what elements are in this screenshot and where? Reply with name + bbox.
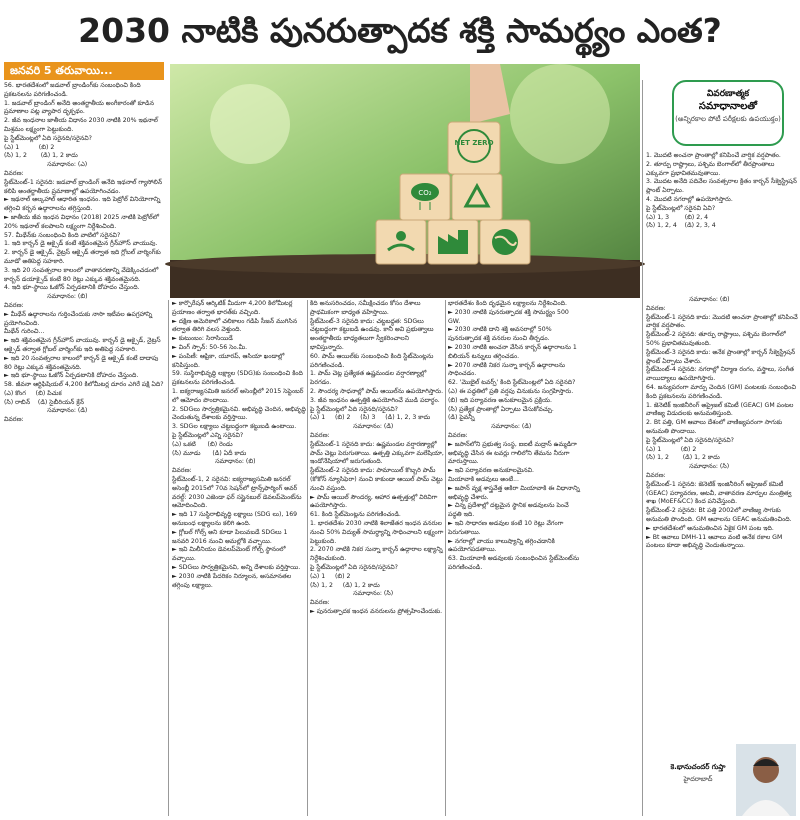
svg-text:NET ZERO: NET ZERO (454, 139, 494, 147)
section-tag: జనవరి 5 తరువాయి... (4, 62, 164, 80)
author-name: కె.భానుచందర్ గుప్తా (670, 763, 726, 771)
column-divider (642, 80, 643, 816)
column-divider (445, 300, 446, 816)
headline: 2030 నాటికి పునరుత్పాదక శక్తి సామర్థ్యం ఎంత? (78, 11, 722, 50)
column-divider (168, 300, 169, 816)
column-4-text: భారతదేశం కింది దృఢమైన లక్ష్యాలను నిర్దేశించింది. ► 2030 నాటికి పునరుత్పాదక శక్తి సామర్థ్యం 500 GW. ► 2030 నాటికి దాని శక్తి అవసరాల్లో 50% పునరుత్పాదక శక్తి వనరుల నుంచి తీర్చడం. ► 2030 నాటికి అంచనా వేసిన కార్బన్ ఉద్గారాలను 1 బిలియన్ టన్నులు తగ్గించడం. ► 2070 నాటికి నికర సున్నా కార్బన్ ఉద్గారాలను సాధించడం. 62. 'మొబైల్ టవర్స్' కింది స్టేట్‌మెంట్లలో ఏది సరైనది? (ఎ) ఈ పద్ధతిలో ప్రతి వర్షపు చినుకును సంగ్రహిస్తారు. (బి) ఇది పర్యావరణ అనుకూలమైన ప్రక్రియ. (సి) ప్రత్యేక ప్రాంతాల్లో ఏర్పాటు చేసుకోవచ్చు. (డి) పైవన్నీ సమాధానం: (డి) వివరణ: ► జపాన్‌లోని ప్రభుత్వ సంస్థ, ఐఐటీ మద్రాస్ ఉమ్మడిగా అభివృద్ధి చేసిన ఈ టవర్లు గాలిలోని తేమను నీరుగా మారుస్తాయి. ► ఇవి పర్యావరణ అనుకూలమైనవి. మియావాకి అడవులు అంటే... ► జపాన్ వృక్ష శాస్త్రవేత్త అకిరా మియావాకి ఈ విధానాన్ని అభివృద్ధి చేశారు. ► చిన్న ప్రదేశాల్లో దట్టమైన స్థానిక అడవులను పెంచే పద్ధతి ఇది. ► ఇవి సాధారణ అడవుల కంటే 10 రెట్లు వేగంగా పెరుగుతాయి. ► నగరాల్లో వాయు కాలుష్యాన్ని తగ్గించడానికి ఉపయోగపడతాయి. 63. మియావాకి అడవులకు సంబంధించిన స్టేట్‌మెంట్‌ను పరిగణించండి. (448, 300, 580, 571)
net-zero-photo (170, 64, 640, 298)
column-2-text: ► కార్పొరేషన్ ఆర్కిటిక్ మీదుగా 4,200 కిలోమీటర్ల ప్రయాణం తర్వాత భారత్‌కు వచ్చింది. ► దక్షిణ అమెరికాలో చలికాలం గడిపి సీజన్ ముగిసిన తర్వాత తిరిగి వలస వెళ్తుంది. ► కుటుంబం: సిరాసియిడే ► వింగ్ స్పాన్: 50-56 సెం.మీ. ► పంపిణీ: ఆఫ్రికా, యూరప్, ఆసియా ఖండాల్లో కనిపిస్తుంది. 59. సుస్థిరాభివృద్ధి లక్ష్యాల (SDG)కు సంబంధించి కింది ప్రకటనలను పరిగణించండి. 1. ఐక్యరాజ్యసమితి జనరల్ అసెంబ్లీలో 2015 సెప్టెంబర్ లో ఆమోదం పొందాయి. 2. SDGలు సార్వత్రికమైనవి. అభివృద్ధి చెందిన, అభివృద్ధి చెందుతున్న దేశాలకు వర్తిస్తాయి. 3. SDGల లక్ష్యాలు చట్టబద్ధంగా కట్టుబడి ఉంటాయి. పై స్టేట్‌మెంట్లలో ఎన్ని సరైనవి? (ఎ) ఒకటి (బి) రెండు (సి) మూడు (డి) ఏదీ కాదు సమాధానం: (బి) వివరణ: స్టేట్‌మెంట్-1, 2 సరైనవి: ఐక్యరాజ్యసమితి జనరల్ అసెంబ్లీ 2015లో 70వ సెషన్‌లో ట్రాన్స్‌ఫార్మింగ్ అవర్ వరల్డ్: 2030 ఎజెండా ఫర్ సస్టైనబుల్ డెవలప్‌మెంట్‌ను ఆమోదించింది. ► ఇది 17 సుస్థిరాభివృద్ధి లక్ష్యాలు (SDG లు), 169 అనుబంధ లక్ష్యాలను కలిగి ఉంది. ► గ్లోబల్ గోల్స్ అని కూడా పిలువబడే SDGలు 1 జనవరి 2016 నుంచి అమల్లోకి వచ్చాయి. ► ఇవి మిలీనియం డెవలప్‌మెంట్ గోల్స్ స్థానంలో వచ్చాయి. ► SDGలు సార్వత్రికమైనవి, అన్ని దేశాలకు వర్తిస్తాయి. ► 2030 నాటికి పేదరికం నిర్మూలన, అసమానతల తగ్గింపు లక్ష్యాలు. (172, 300, 306, 589)
explanatory-badge (672, 80, 784, 146)
author-place: హైదరాబాద్ (683, 775, 713, 783)
badge-line2: సమాధానాలతో (698, 101, 758, 112)
column-7-text: సమాధానం: (బి) వివరణ: స్టేట్‌మెంట్-1 సరైనది కాదు: మొదటి అంచనా ప్రాంతాల్లో కనిపించే వార్షిక వర్షపాతం. స్టేట్‌మెంట్-2 సరైనది: తూర్పు రాష్ట్రాలు, పశ్చిమ బెంగాల్‌లో 50% ప్రభావితమవుతుంది. స్టేట్‌మెంట్-3 సరైనది కాదు: అనేక ప్రాంతాల్లో కార్బన్ సీక్వెస్ట్రేషన్ ప్లాంట్ ఏర్పాటు చేశారు. స్టేట్‌మెంట్-4 సరైనది: నగరాల్లో నిర్మాణ రంగం, వస్త్రాలు, సంగీత వాయిద్యాలు ఉపయోగిస్తారు. 64. జన్యుపరంగా మార్పు చెందిన (GM) పంటలకు సంబంధించి కింది ప్రకటనలను పరిగణించండి. 1. జెనెటిక్ ఇంజినీరింగ్ అప్రైజల్ కమిటీ (GEAC) GM పంటల వాణిజ్య విడుదలకు అనుమతిస్తుంది. 2. Bt పత్తి, GM ఆవాలు దేశంలో వాణిజ్యపరంగా సాగుకు అనుమతి పొందాయి. పై స్టేట్‌మెంట్లలో ఏది సరైనది/సరైనవి? (ఎ) 1 (బి) 2 (సి) 1, 2 (డి) 1, 2 కాదు సమాధానం: (సి) వివరణ: స్టేట్‌మెంట్-1 సరైనది: జెనెటిక్ ఇంజినీరింగ్ అప్రైజల్ కమిటీ (GEAC) పర్యావరణ, అటవీ, వాతావరణ మార్పుల మంత్రిత్వ శాఖ (MoEF&CC) కింద పనిచేస్తుంది. స్టేట్‌మెంట్-2 సరైనది: Bt పత్తి 2002లో వాణిజ్య సాగుకు అనుమతి పొందింది. GM ఆవాలను GEAC అనుమతించింది. ► భారతదేశంలో అనుమతించిన ఏకైక GM పంట ఇది. ► Bt ఆవాలు DMH-11 ఆవాలు వంటి అనేక రకాల GM పంటలు కూడా అభివృద్ధి చెందుతున్నాయి. (646, 296, 798, 550)
globe-icon (492, 229, 518, 255)
svg-text:CO₂: CO₂ (418, 189, 432, 197)
badge-line3: (అన్నిరకాల పోటీ పరీక్షలకు ఉపయుక్తం) (675, 115, 781, 123)
column-1-text: 56. భారతదేశంలో జడవాల్ బ్రాండింగ్‌కు సంబంధించి కింది ప్రకటనలను పరిగణించండి. 1. జడవాల్ బ్రాండింగ్ అనేది అంతర్జాతీయ అంగీకారంతో కూడిన ప్రమాణాల పట్ల వ్యాపార దృక్పథం. 2. జీవ ఇంధనాల జాతీయ విధానం 2030 నాటికి 20% ఇథనాల్ మిశ్రమం లక్ష్యంగా పెట్టుకుంది. పై స్టేట్‌మెంట్లలో ఏది సరైనది/సరైనవి? (ఎ) 1 (బి) 2 (సి) 1, 2 (డి) 1, 2 కాదు సమాధానం: (ఎ) వివరణ: స్టేట్‌మెంట్-1 సరైనది: జడవాల్ బ్రాండింగ్ అనేది ఇథనాల్ గ్యాసోలిన్ కలిపి అంతర్జాతీయ ప్రమాణాల్లో ఉపయోగించడం. ► ఇథనాల్ ఆల్కహాల్ ఆధారిత ఇంధనం. ఇది పెట్రోల్ వినియోగాన్ని తగ్గించి కర్బన ఉద్గారాలను తగ్గిస్తుంది. ► జాతీయ జీవ ఇంధన విధానం (2018) 2025 నాటికి పెట్రోల్‌లో 20% ఇథనాల్ కలపాలని లక్ష్యంగా నిర్దేశించింది. 57. మీథేన్‌కు సంబంధించి కింది వాటిలో సరైనవి? 1. ఇది కార్బన్ డై ఆక్సైడ్ కంటే శక్తివంతమైన గ్రీన్‌హౌస్ వాయువు. 2. కార్బన్ డై ఆక్సైడ్, నైట్రస్ ఆక్సైడ్ తర్వాత ఇది గ్లోబల్ వార్మింగ్‌కు మూడో అతిపెద్ద సహకారి. 3. ఇది 20 సంవత్సరాల కాలంలో వాతావరణాన్ని వేడెక్కించడంలో కార్బన్ డయాక్సైడ్ కంటే 80 రెట్లు ఎక్కువ శక్తివంతమైనది. 4. ఇది భూ-స్థాయి ఓజోన్ ఏర్పడటానికి దోహదం చేస్తుంది. సమాధానం: (బి) వివరణ: ► మీథేన్ ఉద్గారాలను గుర్తించేందుకు నాసా ఇటీవల ఉపగ్రహాన్ని ప్రయోగించింది. మీథేన్ గురించి... ► ఇది శక్తివంతమైన గ్రీన్‌హౌస్ వాయువు. కార్బన్ డై ఆక్సైడ్, నైట్రస్ ఆక్సైడ్ తర్వాత గ్లోబల్ వార్మింగ్‌కు ఇది అతిపెద్ద సహకారి. ► ఇది 20 సంవత్సరాల కాలంలో కార్బన్ డై ఆక్సైడ్ కంటే దాదాపు 80 రెట్లు ఎక్కువ శక్తివంతమైనది. ► ఇది భూ-స్థాయి ఓజోన్ ఏర్పడటానికి దోహదం చేస్తుంది. 58. జీవనా ఆర్టిఫిషియల్ 4,200 కిలోమీటర్ల దూరం ఎగిరే పక్షి ఏది? (ఎ) కొంగ (బి) పిచుక (సి) రాబిన్ (డి) సైబీరియన్ క్రేన్ సమాధానం: (డి) వివరణ: (4, 82, 164, 424)
column-3-text: కిది అనుసరించడం, సమీక్షించడం కోసం దేశాలు ప్రాథమికంగా బాధ్యత వహిస్తాయి. స్టేట్‌మెంట్-3 సరైనది కాదు: చట్టబద్ధత: SDGలు చట్టబద్ధంగా కట్టుబడి ఉండవు. కానీ అవి ప్రభుత్వాలు అంతర్జాతీయ బాధ్యతలుగా స్వీకరించాలని భావిస్తున్నారు. 60. పామ్ ఆయిల్‌కు సంబంధించి కింది స్టేట్‌మెంట్లను పరిగణించండి. 1. పామ్ చెట్ల ప్రత్యేకత ఉష్ణమండల వర్షారణ్యాల్లో పెరగడం. 2. సౌందర్య సాధనాల్లో పామ్ ఆయిల్‌ను ఉపయోగిస్తారు. 3. జీవ ఇంధనం ఉత్పత్తికి ఉపయోగించే ముడి పదార్థం. పై స్టేట్‌మెంట్లలో ఏది సరైనది/సరైనవి? (ఎ) 1 (బి) 2 (సి) 3 (డి) 1, 2, 3 కాదు సమాధానం: (డి) వివరణ: స్టేట్‌మెంట్-1 సరైనది కాదు: ఉష్ణమండల వర్షారణ్యాల్లో పామ్ చెట్లు పెరుగుతాయి. ఉత్పత్తి ఎక్కువగా మలేషియా, ఇండోనేషియాలో జరుగుతుంది. స్టేట్‌మెంట్-2 సరైనది కాదు: పామాయిల్ కొబ్బరి పామ్ (కోకోస్ న్యూసిఫెరా) నుంచి కాకుండా ఆయిల్ పామ్ చెట్టు నుంచి వస్తుంది. ► పామ్ ఆయిల్ సౌందర్య, ఆహార ఉత్పత్తుల్లో విరివిగా ఉపయోగిస్తారు. 61. కింది స్టేట్‌మెంట్లను పరిగణించండి. 1. భారతదేశం 2030 నాటికి శిలాజేతర ఇంధన వనరుల నుంచి 50% విద్యుత్ సామర్థ్యాన్ని సాధించాలని లక్ష్యంగా పెట్టుకుంది. 2. 2070 నాటికి నికర సున్నా కార్బన్ ఉద్గారాల లక్ష్యాన్ని నిర్దేశించుకుంది. పై స్టేట్‌మెంట్లలో ఏది సరైనది/సరైనవి? (ఎ) 1 (బి) 2 (సి) 1, 2 (డి) 1, 2 కాదు సమాధానం: (సి) వివరణ: ► పునరుత్పాదక ఇంధన వనరులను ప్రోత్సహించేందుకు. (310, 300, 444, 615)
column-6-text: 1. మొదటి అంచనా ప్రాంతాల్లో కనిపించే వార్షిక వర్షపాతం. 2. తూర్పు రాష్ట్రాలు, పశ్చిమ బెంగాల్‌లో తీరప్రాంతాలు ఎక్కువగా ప్రభావితమవుతాయి. 3. మొదట అనేది పదివేల సంవత్సరాల క్రితం కార్బన్ సీక్వెస్ట్రేషన్ ప్లాంట్ ఏర్పాటు. 4. మొదటి నగరాల్లో ఉపయోగిస్తారు. పై స్టేట్‌మెంట్లలో సరైనవి ఏవి? (ఎ) 1, 3 (బి) 2, 4 (సి) 1, 2, 4 (డి) 2, 3, 4 (646, 152, 797, 230)
badge-line1: వివరణాత్మక (706, 89, 750, 99)
net-zero-block (448, 122, 500, 174)
author-photo (736, 744, 796, 816)
column-divider (307, 300, 308, 816)
